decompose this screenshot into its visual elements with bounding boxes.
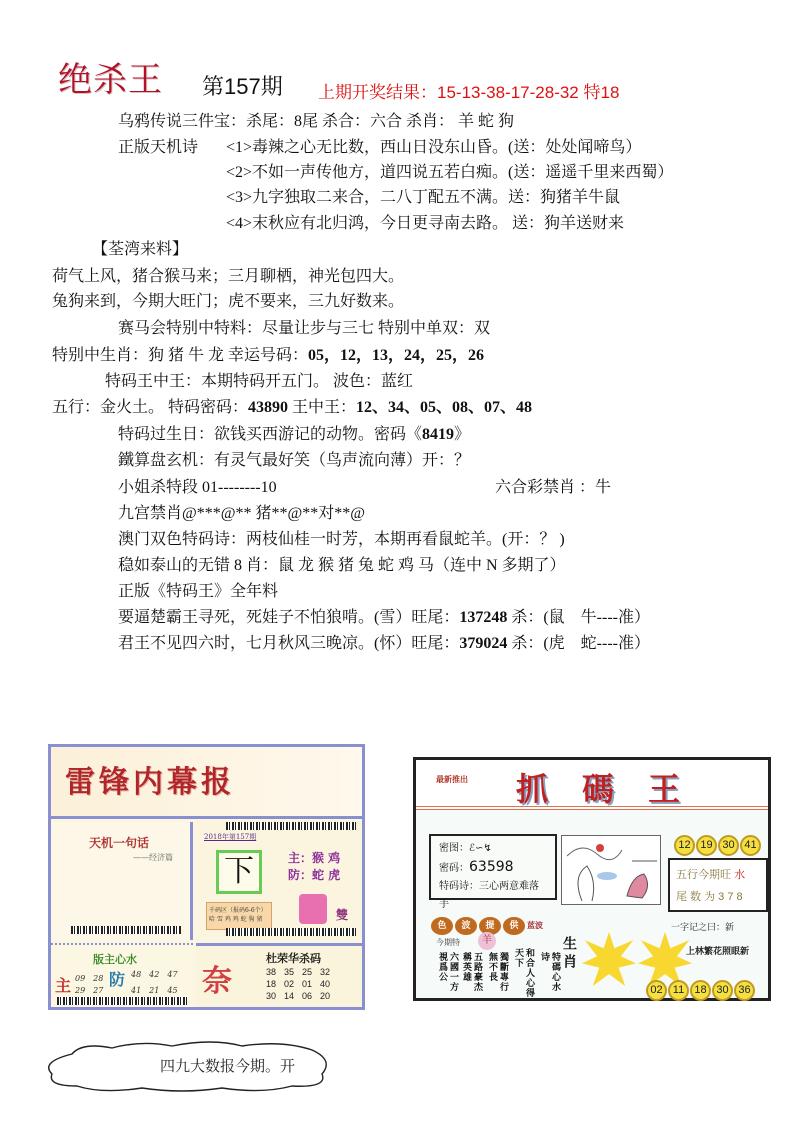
section-quanwan: 【荃湾来料】 (92, 241, 189, 258)
quanwan-line-1: 荷气上风，猪合猴马来；三月聊栖，神光包四大。 (52, 268, 405, 285)
leifeng-title: 雷锋内幕报 (65, 765, 235, 800)
banzhu-fang: 防 (109, 970, 126, 989)
wuxing-prefix: 五行：金火土。 特码密码： (52, 399, 249, 416)
tianji-title: 天机一句话 (89, 836, 150, 850)
vertical-poem-col: 和合人心得天下 (513, 948, 534, 998)
number-ball: 41 (740, 835, 761, 856)
zhengban-line: 正版《特码王》全年料 (118, 583, 279, 600)
cloud-text: 四九大数报今期。开 (160, 1057, 296, 1075)
zhu-text: 主：猴 鸡 (288, 851, 341, 865)
yaobi-line (118, 608, 650, 628)
grid-cell: 20 (320, 991, 331, 1001)
top-balls (674, 833, 762, 856)
zhufang-text (288, 850, 340, 884)
starburst-rooster-icon (582, 932, 636, 986)
line-crow-legend: 乌鸦传说三件宝：杀尾：8尾 杀合：六合 杀肖： 羊 蛇 狗 (118, 113, 515, 130)
poem-line-2: <2>不如一声传他方，道四说五若白痴。(送：遥遥千里来西蜀） (226, 164, 674, 181)
grid-cell: 38 (266, 967, 277, 977)
barcode-decoration (57, 997, 187, 1005)
birthday-line (118, 425, 470, 445)
yiziji-text: 一字记之曰：新 (671, 923, 735, 933)
shuang-char: 雙 (336, 908, 349, 922)
circle-badge: 提 (479, 917, 501, 935)
wuxing-line-2: 尾 数 为 3 7 8 (676, 891, 743, 903)
junwang-num: 379024 (459, 635, 508, 652)
lucky-numbers: 05，12，13，24，25，26 (308, 347, 485, 364)
number-ball: 36 (734, 980, 755, 1001)
phone-icon (299, 894, 327, 924)
tebie-line (52, 346, 484, 366)
tebie-prefix: 特别中生肖：狗 猪 牛 龙 幸运号码： (52, 347, 309, 364)
jiugong-line: 九宫禁肖@***@** 猪**@**对**@ (118, 505, 365, 522)
yang-badge: 羊 (478, 932, 496, 950)
junwang-prefix: 君王不见四六时，七月秋风三晚凉。(怀）旺尾： (118, 635, 460, 652)
yaobi-prefix: 要逼楚霸王寻死，死娃子不怕狼啃。(雪）旺尾： (118, 609, 460, 626)
grid-cell: 06 (302, 991, 313, 1001)
barcode-decoration (226, 822, 356, 830)
birthday-code: 8419 (422, 426, 455, 443)
landscape-sketch-icon (562, 836, 662, 906)
junwang-line (118, 634, 650, 654)
banzhu-box (51, 943, 193, 1007)
xiaojie-line: 小姐杀特段 01--------10 (118, 479, 277, 496)
grid-cell: 35 (284, 967, 295, 977)
zhuamawang-panel (413, 757, 771, 1001)
sha-ma-box (196, 943, 362, 1007)
grid-cell: 18 (266, 979, 277, 989)
zhuamawang-title: 抓碼王 (516, 770, 715, 808)
sha-ma-grid (266, 966, 338, 1002)
mima-label: 密码： (439, 863, 469, 874)
jinqi-label: 今期特 (436, 938, 460, 947)
wuxing-line (52, 398, 532, 418)
junwang-suffix: 杀：(虎 蛇----准） (507, 635, 650, 652)
bottom-balls (646, 978, 756, 1001)
mima-value: 63598 (469, 859, 514, 875)
circle-badge: 色 (431, 917, 453, 935)
fang-row-1: 48 42 47 (131, 970, 178, 979)
big-char-box: 下 (216, 850, 262, 894)
grid-cell: 30 (266, 991, 277, 1001)
poem-line-4: <4>末秋应有北归鸿，今日更寻南去路。 送：狗羊送财来 (226, 215, 625, 232)
grid-cell: 40 (320, 979, 331, 989)
tiesuan-line: 鐵算盘玄机：有灵气最好笑（鸟声流向薄）开：？ (118, 452, 471, 469)
grid-cell: 14 (284, 991, 295, 1001)
wuxing-prefix: 五行今期旺 (676, 869, 735, 881)
number-ball: 18 (690, 980, 711, 1001)
number-ball: 19 (696, 835, 717, 856)
leifeng-header (51, 747, 362, 819)
wuxing-code: 43890 (248, 399, 289, 416)
mima-row (439, 858, 547, 878)
issue-date: 2018年第157期 (204, 833, 257, 841)
vertical-poem-col: 六國一方視爲公 (437, 952, 458, 992)
grid-cell: 25 (302, 967, 313, 977)
sha-ma-title: 杜荣华杀码 (266, 952, 321, 965)
circle-tail: 蓝波 (527, 920, 543, 930)
shanglin-text: 上林繁花照眼新 (686, 947, 750, 957)
mitu-sketch-icon: ℰ∽↯ (469, 843, 492, 854)
jinxiao-line: 六合彩禁肖 ：牛 (495, 479, 612, 496)
aomen-line: 澳门双色特码诗：两枝仙桂一时芳，本期再看鼠蛇羊。(开：？ ) (118, 531, 565, 548)
wuxing-box (668, 858, 768, 912)
leifeng-panel (48, 744, 365, 1010)
wenru-line: 稳如泰山的无错 8 肖：鼠 龙 猴 猪 兔 蛇 鸡 马（连中 N 多期了） (118, 557, 566, 574)
zhu-row-1: 09 28 (75, 974, 104, 983)
wuxing-nums: 12、34、05、08、07、48 (356, 399, 533, 416)
small-code-line-2: 哈 雪 鸡 鸡 蛇 狗 猪 (209, 916, 263, 923)
grid-cell: 01 (302, 979, 313, 989)
yaobi-suffix: 杀：(鼠 牛----准） (507, 609, 650, 626)
decorative-char: 奈 (202, 964, 232, 999)
vertical-poem-col: 特碼心水诗 (539, 952, 560, 992)
wuxing-element: 水 (734, 869, 746, 881)
mima-box (429, 834, 557, 910)
circle-badge: 供 (503, 917, 525, 935)
banzhu-zhu: 主 (55, 976, 72, 995)
tianji-sub: ——经济篇 (133, 853, 173, 862)
barcode-decoration (71, 926, 181, 934)
zhufang-box (196, 822, 362, 938)
saima-line: 赛马会特别中特料：尽量让步与三七 特别中单双：双 (118, 320, 491, 337)
vertical-poem-col: 獨斷專行無不長 (487, 952, 508, 992)
grid-cell: 32 (320, 967, 331, 977)
ink-painting-image (561, 835, 661, 905)
issue-number: 第157期 (202, 74, 283, 99)
number-ball: 02 (646, 980, 667, 1001)
fang-text: 防：蛇 虎 (288, 868, 341, 882)
poem-label: 正版天机诗 (118, 139, 199, 156)
fang-row-2: 41 21 45 (131, 986, 178, 995)
birthday-prefix: 特码过生日：欲钱买西游记的动物。密码《 (118, 426, 423, 443)
number-ball: 30 (712, 980, 733, 1001)
yaobi-num: 137248 (459, 609, 508, 626)
small-code-line-1: 千码区（报码6-6个） (209, 907, 267, 914)
vertical-poem-col: 五路豪杰稱英雄 (461, 952, 482, 992)
number-ball: 11 (668, 980, 689, 1001)
number-ball: 12 (674, 835, 695, 856)
poem-line-3: <3>九字独取二来合，二八丁配五不满。送：狗猪羊牛鼠 (226, 189, 621, 206)
tema-poem: 特码诗：三心两意难落手 (439, 881, 539, 910)
number-ball: 30 (718, 835, 739, 856)
mitu-row (439, 840, 547, 858)
grid-cell: 02 (284, 979, 295, 989)
wuxing-mid: 王中王： (288, 399, 357, 416)
shengxiao-label: 生肖 (561, 936, 577, 972)
tianji-box (51, 822, 193, 940)
circle-badge: 波 (455, 917, 477, 935)
birthday-suffix: 》 (454, 426, 471, 443)
last-draw-result: 上期开奖结果：15-13-38-17-28-32 特18 (318, 83, 620, 102)
wangzhongwang-line: 特码王中王：本期特码开五门。 波色：蓝红 (105, 373, 414, 390)
zhu-row-2: 29 27 (75, 986, 104, 995)
new-label: 最新推出 (436, 774, 468, 784)
barcode-decoration (226, 928, 356, 936)
zhuamawang-header (416, 760, 768, 810)
small-code-box (206, 902, 272, 930)
banzhu-title: 版主心水 (93, 953, 137, 966)
quanwan-line-2: 兔狗来到，今期大旺门；虎不要来，三九好数来。 (52, 293, 405, 310)
wuxing-line-1 (676, 864, 760, 886)
mitu-label: 密图： (439, 843, 469, 854)
poem-line-1: <1>毒辣之心无比数，西山日没东山昏。(送：处处闻啼鸟） (226, 139, 642, 156)
page-title: 绝杀王 (58, 60, 163, 100)
